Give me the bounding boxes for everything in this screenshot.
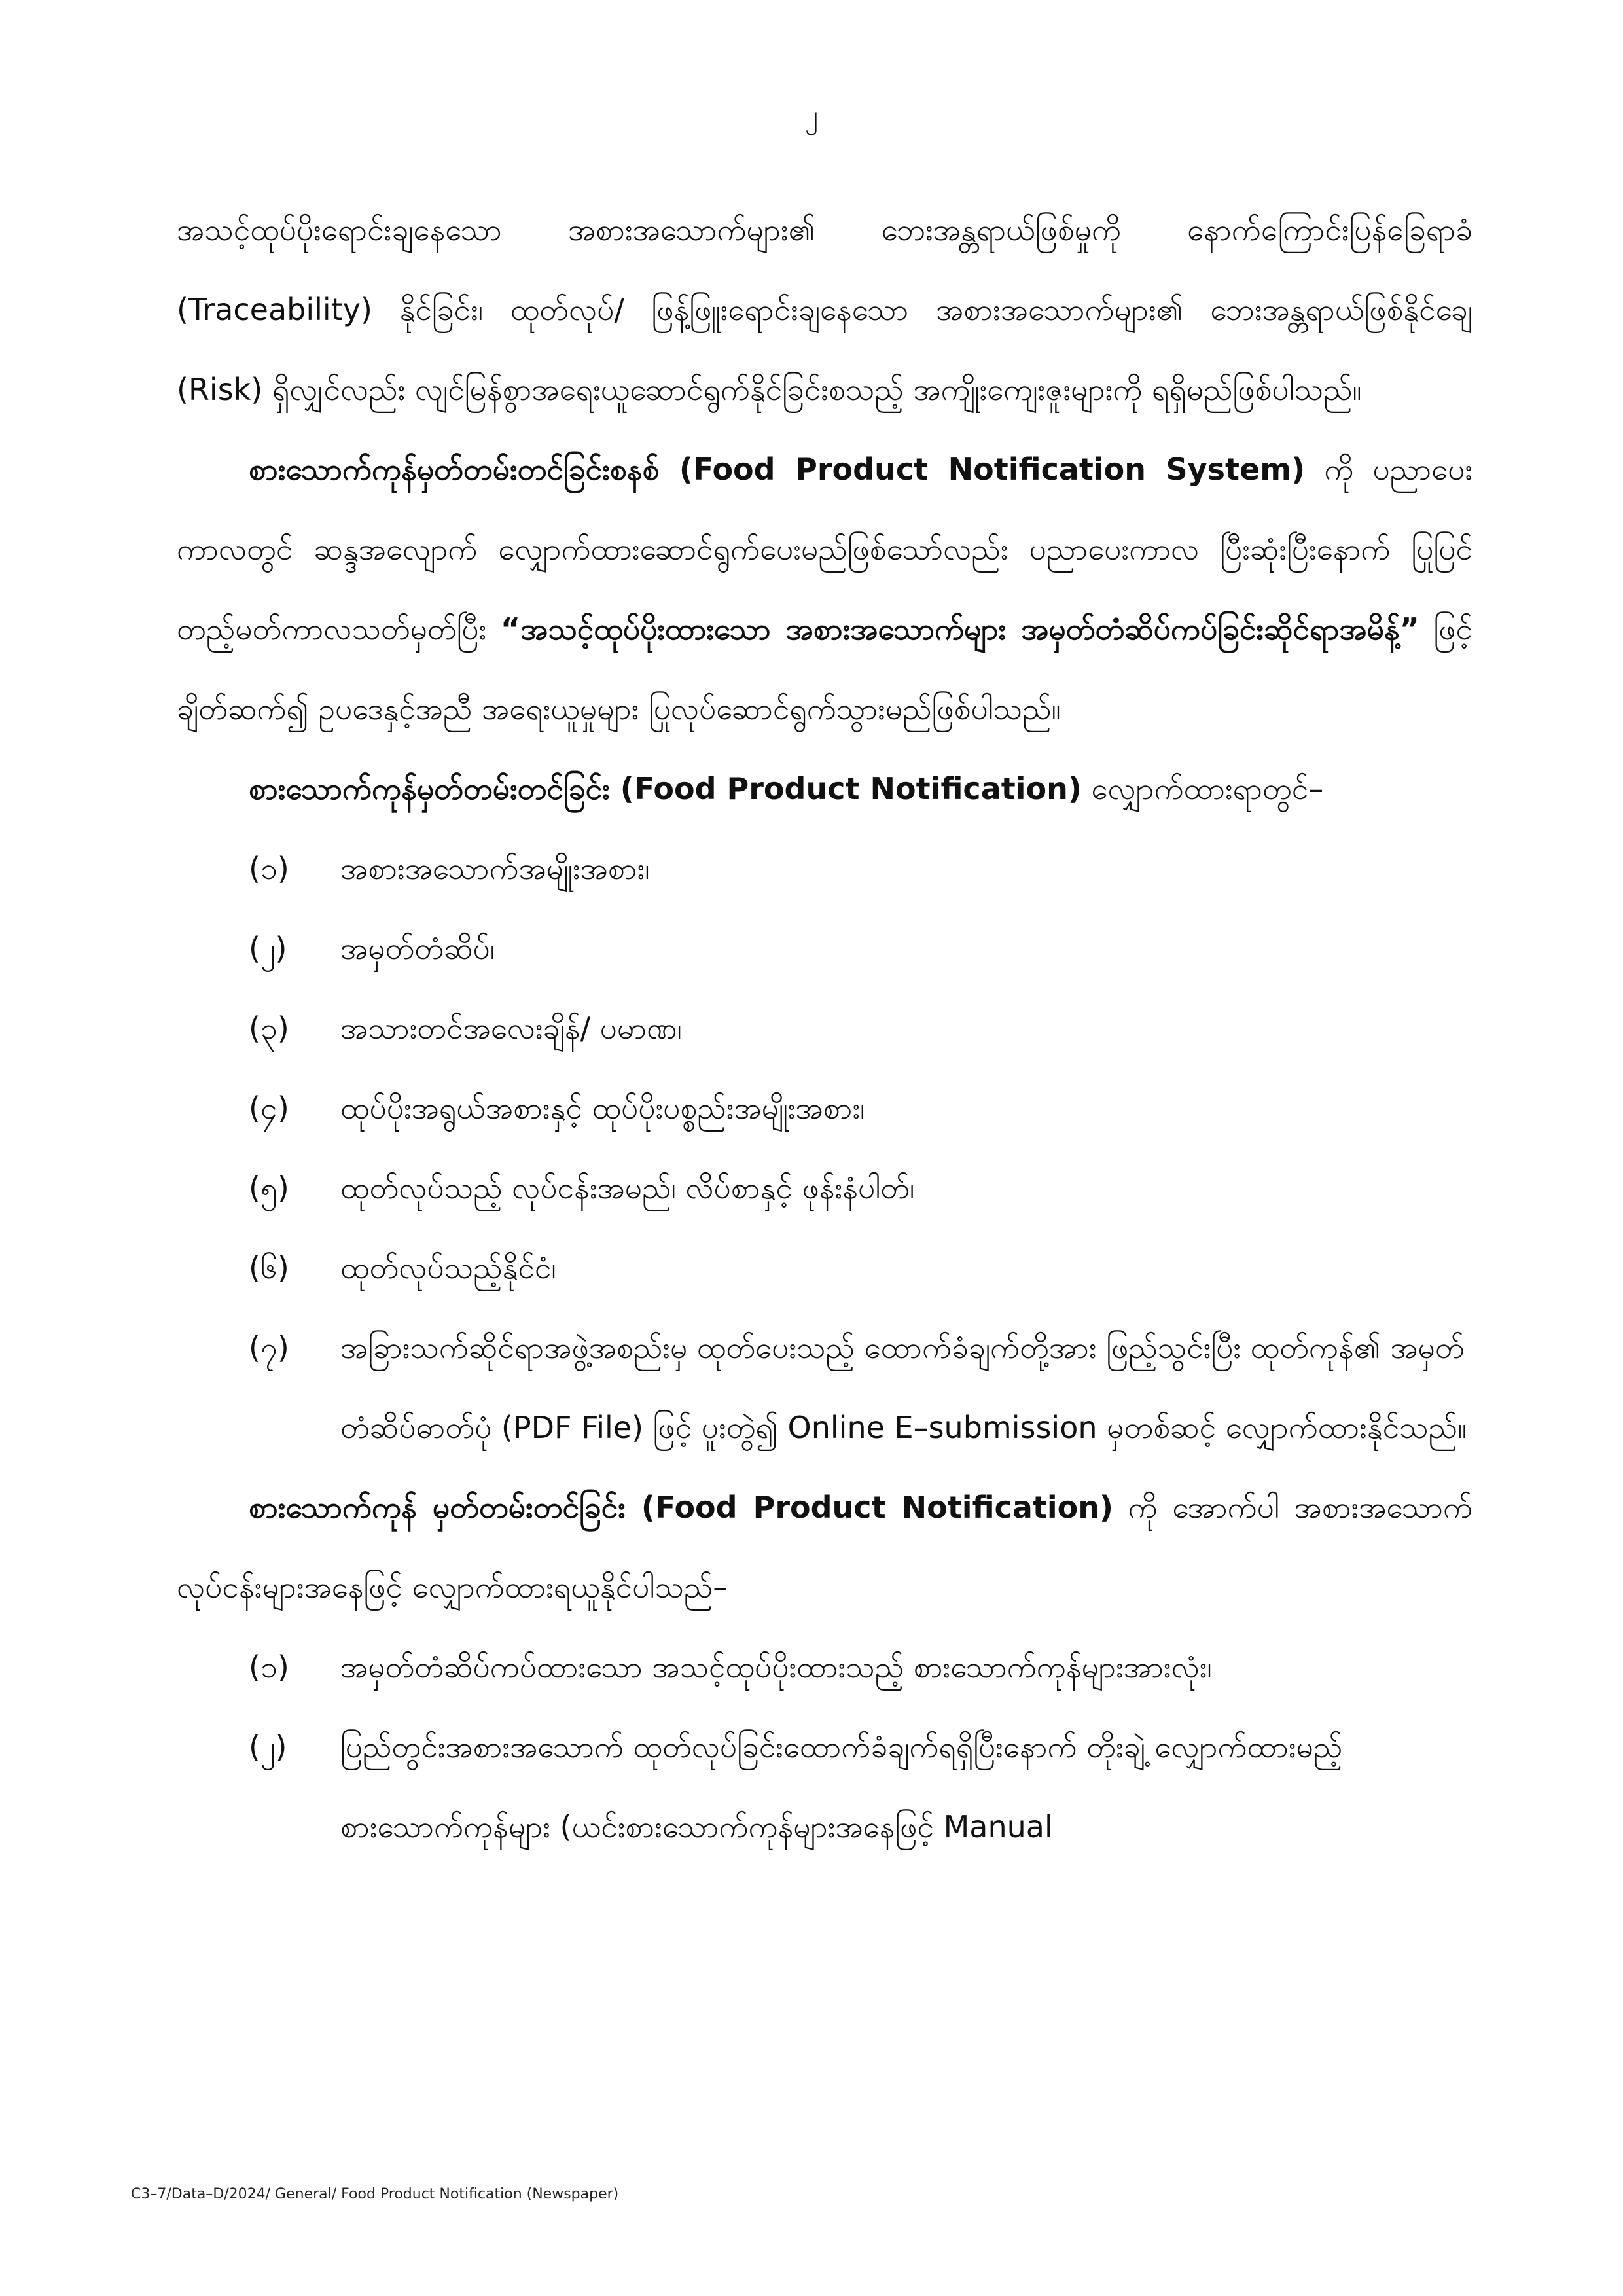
- list-number: (၂): [249, 931, 287, 966]
- paragraph-benefits: အသင့်ထုပ်ပိုးရောင်းချနေသော အစားအသောက်များ၏ ဘေးအန္တရာယ်ဖြစ်မှုကို နောက်ကြောင်းပြန်ခြေရာခံ (Traceability) နိုင်ခြင်း၊ ထုတ်လုပ်/ ဖြန့်ဖြူးရောင်းချနေသော အစားအသောက်များ၏ ဘေးအန္တရာယ်ဖြစ်နိုင်ချေ (Risk) ရှိလျှင်လည်း လျင်မြန်စွာအရေးယူဆောင်ရွက်နိုင်ခြင်းစသည့် အကျိုးကျေးဇူးများကို ရရှိမည်ဖြစ်ပါသည်။: [177, 212, 1472, 407]
- paragraph-eligible-businesses: [177, 1467, 1472, 1627]
- list-number: (၁): [249, 851, 289, 886]
- page-number: ၂: [805, 100, 818, 130]
- list-number: (၃): [249, 1011, 289, 1046]
- list-text: အခြားသက်ဆိုင်ရာအဖွဲ့အစည်းမှ ထုတ်ပေးသည့် ထောက်ခံချက်တို့အား ဖြည့်သွင်းပြီး ထုတ်ကုန်၏ အမှတ်တံဆိပ်ဓာတ်ပုံ (PDF File) ဖြင့် ပူးတွဲ၍ Online E–submission မှတစ်ဆင့် လျှောက်ထားနိုင်သည်။: [340, 1330, 1467, 1445]
- list-text: ထုတ်လုပ်သည့် လုပ်ငန်းအမည်၊ လိပ်စာနှင့် ဖုန်းနံပါတ်၊: [340, 1170, 915, 1206]
- document-footer: C3–7/Data–D/2024/ General/ Food Product Notification (Newspaper): [131, 2186, 619, 2202]
- list-number: (၄): [249, 1090, 289, 1126]
- paragraph-notification-system: [177, 429, 1472, 749]
- bold-lead: စားသောက်ကုန် မှတ်တမ်းတင်ခြင်း (Food Product Notification): [249, 1490, 1114, 1525]
- list-item: [177, 1627, 1472, 1707]
- list-text: ပြည်တွင်းအစားအသောက် ထုတ်လုပ်ခြင်းထောက်ခံချက်ရရှိပြီးနောက် တိုးချဲ့ လျှောက်ထားမည့် စားသောက်ကုန်များ (ယင်းစားသောက်ကုန်များအနေဖြင့် Manual: [340, 1729, 1343, 1844]
- list-text: ထုပ်ပိုးအရွယ်အစားနှင့် ထုပ်ပိုးပစ္စည်းအမျိုးအစား၊: [340, 1090, 865, 1126]
- list-item: [177, 1068, 1472, 1148]
- list-text: အမှတ်တံဆိပ်၊: [340, 931, 495, 966]
- list-number: (၅): [249, 1170, 289, 1206]
- list-item: [177, 1228, 1472, 1308]
- paragraph-text: ကို အောက်ပါ အစားအသောက်လုပ်ငန်းများအနေဖြင့် လျှောက်ထားရယူနိုင်ပါသည်–: [177, 1490, 1472, 1605]
- document-body: [177, 190, 1472, 1867]
- requirements-list: [177, 829, 1472, 1467]
- list-number: (၇): [249, 1330, 289, 1365]
- bold-lead: စားသောက်ကုန်မှတ်တမ်းတင်ခြင်းစနစ် (Food Product Notification System): [249, 452, 1306, 487]
- list-item: [177, 829, 1472, 908]
- eligible-list: [177, 1627, 1472, 1867]
- list-number: (၂): [249, 1729, 287, 1765]
- list-item: [177, 1308, 1472, 1467]
- list-number: (၁): [249, 1649, 289, 1685]
- list-text: အစားအသောက်အမျိုးအစား၊: [340, 851, 650, 886]
- list-item: [177, 1148, 1472, 1228]
- list-text: ထုတ်လုပ်သည့်နိုင်ငံ၊: [340, 1250, 556, 1285]
- bold-lead: စားသောက်ကုန်မှတ်တမ်းတင်ခြင်း (Food Product Notification): [249, 771, 1082, 806]
- bold-quote: “အသင့်ထုပ်ပိုးထားသော အစားအသောက်များ အမှတ်တံဆိပ်ကပ်ခြင်းဆိုင်ရာအမိန့်”: [500, 611, 1419, 647]
- list-text: အမှတ်တံဆိပ်ကပ်ထားသော အသင့်ထုပ်ပိုးထားသည့် စားသောက်ကုန်များအားလုံး၊: [340, 1649, 1212, 1685]
- list-item: [177, 988, 1472, 1068]
- list-text: အသားတင်အလေးချိန်/ ပမာဏ၊: [340, 1011, 682, 1046]
- list-item: [177, 908, 1472, 988]
- paragraph-text: ဖြင့် ချိတ်ဆက်၍ ဥပဒေနှင့်အညီ အရေးယူမှုများ ပြုလုပ်ဆောင်ရွက်သွားမည်ဖြစ်ပါသည်။: [177, 611, 1472, 726]
- list-item: [177, 1707, 1472, 1867]
- paragraph-application: [177, 749, 1472, 829]
- paragraph-text: ကို ပညာပေးကာလတွင် ဆန္ဒအလျောက် လျှောက်ထားဆောင်ရွက်ပေးမည်ဖြစ်သော်လည်း ပညာပေးကာလ ပြီးဆုံးပြီးနောက် ပြုပြင်တည့်မတ်ကာလသတ်မှတ်ပြီး: [177, 452, 1472, 647]
- paragraph-text: လျှောက်ထားရာတွင်–: [1081, 771, 1324, 806]
- list-number: (၆): [249, 1250, 289, 1285]
